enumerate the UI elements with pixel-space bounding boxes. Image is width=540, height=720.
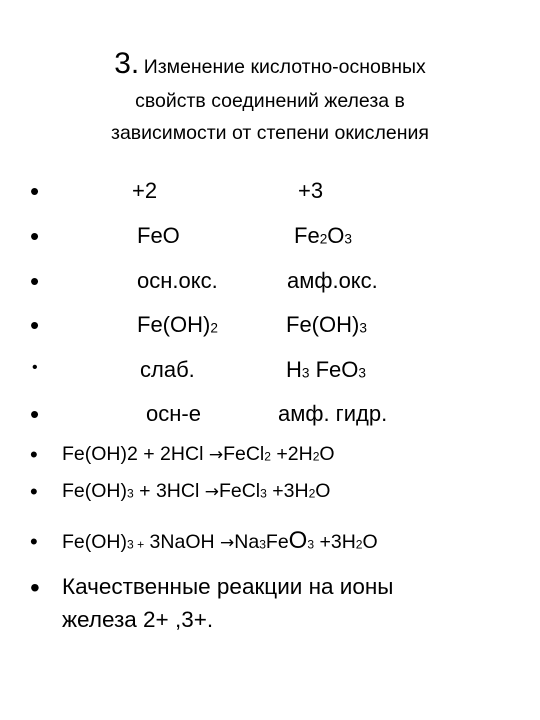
oxidation-state-plus3: +3 [298,178,324,203]
slide-title [0,48,540,149]
basic-hydroxide-label: осн-е [146,401,201,426]
oxide-fe2o3: $Fe_2O_3$ [294,223,352,248]
arrow-icon: → [220,533,235,553]
arrow-icon: → [208,445,224,465]
bullet: • [30,266,40,296]
hydroxide-fe-oh-3: $Fe(OH)_3$ [286,312,367,337]
oxide-feo: FeO [137,223,180,248]
equation-1 [0,442,540,478]
equation-1-text: Fe(OH)2 + 2HCl →FeCl$_2$ $+2H_2O$ [62,443,335,465]
title-line-3: зависимости от степени окисления [111,122,429,144]
oxidation-states-row [0,178,540,214]
equation-2-text: $Fe(OH)_3 + 3HCl$ →FeCl$_3$ $+3H_2O$ [62,480,331,502]
acid-h3feo3: $H_3$ FeO$_3$ [286,357,366,382]
amphoteric-hydroxide-label: амф. гидр. [278,401,388,426]
acid-row [0,357,540,393]
bullet: • [32,359,38,376]
hydroxide-fe-oh-2: $Fe(OH)_2$ [137,312,218,337]
title-line-2: свойств соединений железа в [135,90,405,112]
bullet: • [30,529,38,554]
title-text-1: Изменение кислотно-основных [143,56,426,78]
final-line-2: железа 2+ ,3+. [62,607,214,632]
bullet: • [30,221,40,251]
equation-3 [0,529,540,565]
oxidation-state-plus2: +2 [132,178,158,203]
amphoteric-oxide-label: амф.окс. [287,268,378,293]
bullet: • [30,399,40,429]
bullet: • [30,572,40,603]
title-number: 3. [114,47,140,80]
equation-2 [0,479,540,515]
hydroxides-row [0,312,540,348]
equation-3-text: $Fe(OH)_{3 +}$ 3NaOH $\to Na_3FeO_3 +3H_2O$ [62,527,378,554]
final-line-1: Качественные реакции на ионы [62,574,394,599]
bullet: • [30,442,38,467]
oxides-row [0,223,540,259]
arrow-icon: → [204,482,219,502]
weak-label: слаб. [140,357,195,382]
qualitative-reactions-text [62,570,393,636]
bullet: • [30,479,38,504]
oxide-types-row [0,268,540,304]
hydroxide-types-row [0,401,540,437]
bullet: • [30,310,40,340]
title-line-1 [0,48,540,85]
basic-oxide-label: осн.окс. [137,268,218,293]
bullet: • [30,176,40,206]
